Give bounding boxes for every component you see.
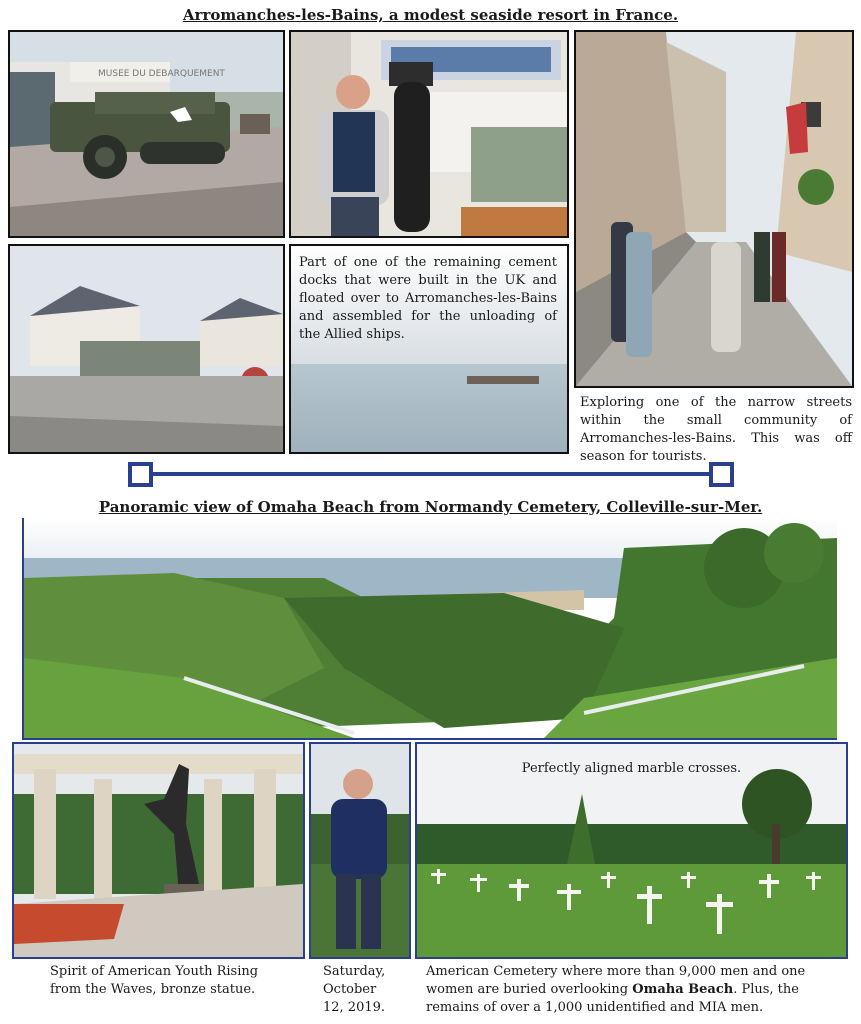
cemetery-caption — [426, 963, 844, 1017]
date-caption: Saturday, October 12, 2019. — [323, 964, 386, 1015]
photo-halftrack-museum — [8, 30, 285, 238]
dock-caption: Part of one of the remaining cement docks that were built in the UK and floated over to Arromanches-les-Bains and assembled for the unloading of the Allied ships. — [299, 255, 557, 342]
photo-spirit-statue — [12, 742, 305, 959]
photo-man-cemetery — [309, 742, 411, 959]
section-title-omaha: Panoramic view of Omaha Beach from Normandy Cemetery, Colleville-sur-Mer. — [98, 498, 763, 516]
cemetery-caption-bold: Omaha Beach — [632, 982, 734, 997]
cemetery-caption-pre: American Cemetery where more than 9,000 men and one women are buried overlooking — [426, 964, 806, 997]
photo-man-with-bomb — [289, 30, 569, 238]
street-caption: Exploring one of the narrow streets within the small community of Arromanches-les-Bains. This was off season for tourists. — [580, 395, 852, 464]
section-title-arromanches: Arromanches-les-Bains, a modest seaside resort in France. — [182, 6, 679, 24]
photo-narrow-street — [574, 30, 854, 388]
museum-sign: MUSEE DU DEBARQUEMENT — [98, 69, 225, 79]
photo-omaha-panorama — [22, 518, 837, 740]
statue-caption: Spirit of American Youth Rising from the Waves, bronze statue. — [50, 964, 259, 997]
photo-cement-dock — [289, 244, 569, 454]
cemetery-caption-post: . Plus, the remains of over a 1,000 unidentified and MIA men. — [426, 982, 799, 1015]
section-divider-connector — [128, 462, 734, 490]
crosses-label: Perfectly aligned marble crosses. — [521, 761, 742, 776]
photo-town-square — [8, 244, 285, 454]
photo-marble-crosses — [415, 742, 848, 959]
